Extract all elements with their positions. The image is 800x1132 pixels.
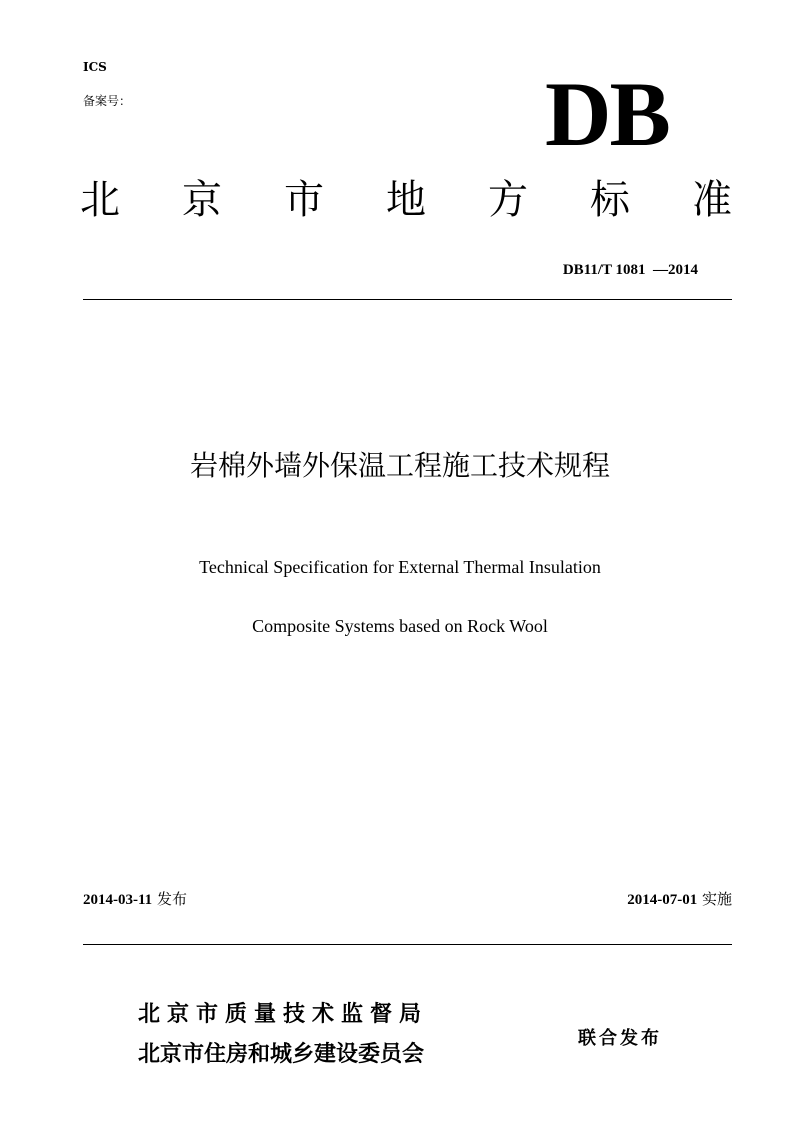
standard-type-char: 地 <box>386 177 426 223</box>
divider-bottom <box>83 944 732 945</box>
standard-type-char: 市 <box>284 177 324 223</box>
jointly-issued-label: 联合发布 <box>578 1028 662 1049</box>
standard-type-char: 标 <box>590 177 630 223</box>
issue-date-value: 2014-03-11 <box>83 892 153 908</box>
standard-type-char: 北 <box>80 177 120 223</box>
record-number-label: 备案号： <box>83 94 132 108</box>
standard-number: DB11/T 1081 —2014 <box>562 262 698 278</box>
standard-type-char: 方 <box>488 177 528 223</box>
ics-code: ICS <box>83 60 107 74</box>
divider-top <box>83 299 732 300</box>
standard-type-char: 准 <box>692 177 732 223</box>
implementation-date-label: 实施 <box>701 890 732 908</box>
document-title-english-line1: Technical Specification for External Thermal Insulation <box>199 557 601 577</box>
standard-type-heading <box>80 174 732 226</box>
standard-type-char: 京 <box>182 177 222 223</box>
document-title-english-line2: Composite Systems based on Rock Wool <box>252 616 548 636</box>
issuer-quality-bureau: 北京市质量技术监督局 <box>138 1002 429 1027</box>
db-logo: DB <box>545 63 669 165</box>
implementation-date-value: 2014-07-01 <box>627 892 698 908</box>
issuer-housing-commission: 北京市住房和城乡建设委员会 <box>138 1042 425 1067</box>
issue-date-label: 发布 <box>156 890 187 908</box>
issue-date <box>83 888 187 909</box>
document-title-chinese: 岩棉外墙外保温工程施工技术规程 <box>189 449 610 482</box>
implementation-date <box>627 888 732 909</box>
